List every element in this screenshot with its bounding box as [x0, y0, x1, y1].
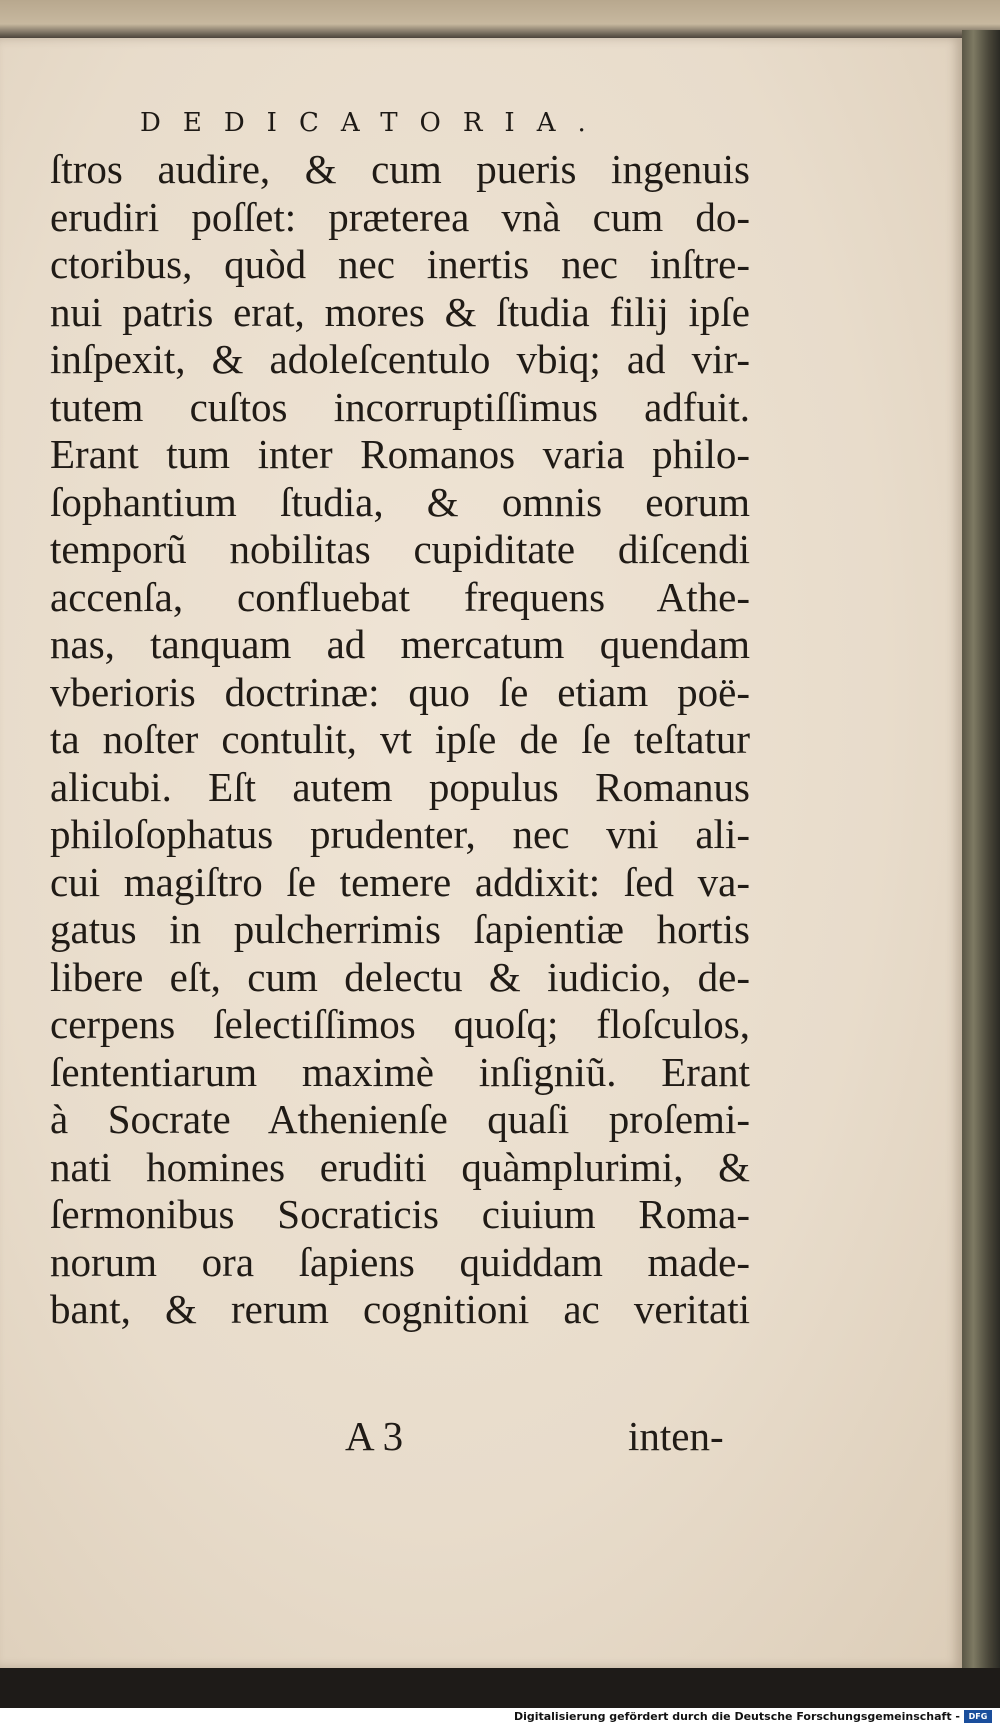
footer-credit: Digitalisierung gefördert durch die Deutsche Forschungsgemeinschaft -: [513, 1710, 960, 1723]
text-line: libere eſt, cum delectu & iudicio, de-: [50, 953, 750, 1000]
book-fore-edge: [962, 30, 1000, 1690]
text-line: ta noſter contulit, vt ipſe de ſe teſtatur: [50, 716, 750, 762]
text-line: bant, & rerum cognitioni ac veritati: [50, 1286, 750, 1332]
text-line: cui magiſtro ſe temere addixit: ſed va-: [50, 858, 750, 905]
signature-mark: A 3: [345, 1413, 404, 1459]
text-line: philoſophatus prudenter, nec vni ali-: [50, 811, 750, 857]
text-line: ſermonibus Socraticis ciuium Roma-: [50, 1191, 750, 1237]
text-line: cerpens ſelectiſſimos quoſq; floſculos,: [50, 1001, 750, 1047]
running-head: DEDICATORIA.: [140, 108, 608, 138]
page-body-text: [50, 146, 750, 1334]
text-line: nui patris erat, mores & ſtudia filij ipſe: [50, 288, 750, 335]
text-line: ſophantium ſtudia, & omnis eorum: [50, 478, 750, 525]
text-line: Erant tum inter Romanos varia philo-: [50, 431, 750, 477]
top-scan-edge: [0, 0, 1000, 40]
text-line: accenſa, confluebat frequens Athe-: [50, 573, 750, 620]
text-line: ſtros audire, & cum pueris ingenuis: [50, 146, 750, 192]
text-line: à Socrate Athenienſe quaſi proſemi-: [50, 1096, 750, 1142]
digitization-footer: [0, 1708, 1000, 1725]
text-line: norum ora ſapiens quiddam made-: [50, 1238, 750, 1285]
text-line: inſpexit, & adoleſcentulo vbiq; ad vir-: [50, 336, 750, 382]
text-line: erudiri poſſet: præterea vnà cum do-: [50, 193, 750, 240]
text-line: nas, tanquam ad mercatum quendam: [50, 621, 750, 667]
text-line: nati homines eruditi quàmplurimi, &: [50, 1143, 750, 1190]
dfg-logo-icon: DFG: [964, 1710, 992, 1723]
text-line: gatus in pulcherrimis ſapientiæ hortis: [50, 906, 750, 952]
text-line: tutem cuſtos incorruptiſſimus adfuit.: [50, 383, 750, 430]
text-line: vberioris doctrinæ: quo ſe etiam poë-: [50, 668, 750, 715]
text-line: alicubi. Eſt autem populus Romanus: [50, 763, 750, 810]
text-line: ctoribus, quòd nec inertis nec inſtre-: [50, 241, 750, 287]
text-line: ſententiarum maximè inſigniũ. Erant: [50, 1048, 750, 1095]
catchword: inten-: [628, 1413, 724, 1459]
text-line: temporũ nobilitas cupiditate diſcendi: [50, 526, 750, 572]
